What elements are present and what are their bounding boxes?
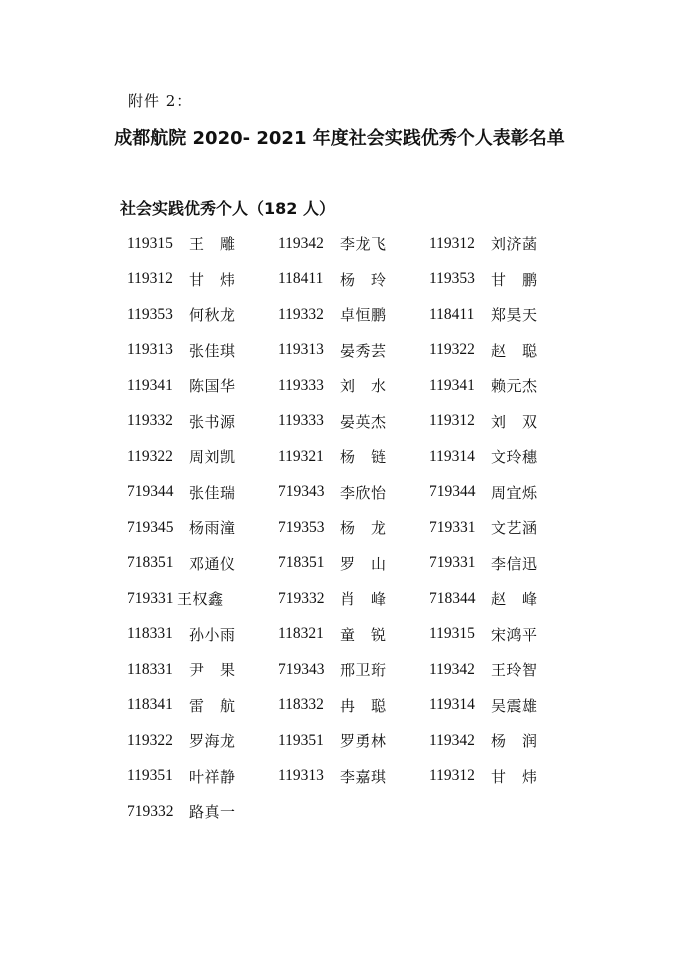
student-name: 赵 聪: [491, 341, 538, 360]
class-code: 119322: [127, 731, 173, 749]
student-name: 卓恒鹏: [340, 306, 387, 325]
student-name: 周刘凯: [189, 448, 236, 467]
class-code: 119313: [278, 341, 324, 359]
roster-entry: [278, 446, 429, 467]
class-code: 119341: [429, 376, 475, 394]
roster-entry: [429, 517, 580, 538]
class-code: 118332: [278, 696, 324, 714]
student-name: 张书源: [189, 412, 236, 431]
roster-entry: [429, 766, 580, 787]
class-code: 119342: [278, 234, 324, 252]
roster-entry: [429, 233, 580, 254]
student-name: 李信迅: [491, 554, 538, 573]
roster-entry: [278, 233, 429, 254]
student-name: 路真一: [189, 803, 236, 822]
roster-entry: [278, 588, 429, 609]
roster-entry: [127, 375, 278, 396]
student-name: 尹 果: [189, 661, 236, 680]
student-name: 刘 双: [491, 412, 538, 431]
roster-entry: [429, 340, 580, 361]
class-code: 719343: [278, 660, 325, 678]
roster-entry: [429, 375, 580, 396]
student-name: 刘济菡: [491, 235, 538, 254]
student-name: 罗海龙: [189, 732, 236, 751]
class-code: 119322: [429, 341, 475, 359]
roster-entry: [127, 588, 278, 609]
roster-entry: [127, 553, 278, 574]
class-code: 119312: [127, 270, 173, 288]
roster-entry: [429, 730, 580, 751]
class-code: 119314: [429, 447, 475, 465]
student-name: 晏英杰: [340, 412, 387, 431]
student-name: 邢卫珩: [340, 661, 387, 680]
student-name: 冉 聪: [340, 696, 387, 715]
roster-entry: [278, 340, 429, 361]
roster-entry: [127, 446, 278, 467]
class-code: 119332: [127, 412, 173, 430]
class-code: 118331: [127, 660, 173, 678]
class-code: 718351: [127, 554, 174, 572]
student-name: 王玲智: [491, 661, 538, 680]
student-name: 叶祥静: [189, 767, 236, 786]
roster-entry: [127, 269, 278, 290]
class-code: 119321: [278, 447, 324, 465]
class-code: 719332: [278, 589, 325, 607]
class-code: 119312: [429, 767, 475, 785]
student-name: 张佳琪: [189, 341, 236, 360]
student-name: 杨 玲: [340, 270, 387, 289]
roster-entry: [429, 446, 580, 467]
student-name: 赵 峰: [491, 590, 538, 609]
student-name: 杨雨潼: [189, 519, 236, 538]
roster-entry: [127, 659, 278, 680]
class-code: 719344: [127, 483, 174, 501]
roster-entry: [278, 766, 429, 787]
student-name: 李欣怡: [340, 483, 387, 502]
class-code: 119342: [429, 660, 475, 678]
roster-entry: [429, 659, 580, 680]
class-code: 119313: [127, 341, 173, 359]
class-code: 119353: [127, 305, 173, 323]
roster-entry: [278, 553, 429, 574]
roster-entry: [278, 695, 429, 716]
roster-entry: [278, 517, 429, 538]
roster-entry: [429, 482, 580, 503]
student-name: 罗 山: [340, 554, 387, 573]
roster-entry: [429, 304, 580, 325]
roster-entry: [278, 659, 429, 680]
roster-entry: [127, 304, 278, 325]
class-code: 118331: [127, 625, 173, 643]
class-code: 118341: [127, 696, 173, 714]
roster-entry: [429, 695, 580, 716]
roster-entry: [278, 411, 429, 432]
class-code: 119342: [429, 731, 475, 749]
roster-entry: [127, 482, 278, 503]
class-code: 719331: [127, 589, 174, 607]
roster-entry: [278, 269, 429, 290]
roster-entry: [127, 766, 278, 787]
class-code: 119314: [429, 696, 475, 714]
student-name: 郑昊天: [491, 306, 538, 325]
class-code: 718351: [278, 554, 325, 572]
student-name: 赖元杰: [491, 377, 538, 396]
class-code: 118411: [429, 305, 475, 323]
roster-entry: [429, 624, 580, 645]
class-code: 719332: [127, 802, 174, 820]
student-name: 何秋龙: [189, 306, 236, 325]
class-code: 119351: [278, 731, 324, 749]
student-name: 陈国华: [189, 377, 236, 396]
roster-entry: [429, 269, 580, 290]
student-name: 李嘉琪: [340, 767, 387, 786]
class-code: 719331: [429, 518, 476, 536]
roster-entry: [278, 304, 429, 325]
roster-entry: [127, 411, 278, 432]
document-title: 成都航院 2020- 2021 年度社会实践优秀个人表彰名单: [114, 128, 565, 149]
student-name: 文艺涵: [491, 519, 538, 538]
student-name: 童 锐: [340, 625, 387, 644]
class-code: 119353: [429, 270, 475, 288]
class-code: 119351: [127, 767, 173, 785]
student-name: 甘 炜: [189, 270, 236, 289]
honoree-roster: [127, 226, 587, 830]
roster-entry: [278, 624, 429, 645]
roster-entry: [429, 553, 580, 574]
student-name: 杨 龙: [340, 519, 387, 538]
class-code: 719343: [278, 483, 325, 501]
roster-entry: [278, 730, 429, 751]
roster-entry: [127, 340, 278, 361]
student-name: 周宜烁: [491, 483, 538, 502]
roster-entry: [278, 482, 429, 503]
student-name: 宋鸿平: [491, 625, 538, 644]
roster-entry: [127, 517, 278, 538]
class-code: 119341: [127, 376, 173, 394]
student-name: 甘 炜: [491, 767, 538, 786]
student-name: 王 雕: [189, 235, 236, 254]
class-code: 119332: [278, 305, 324, 323]
roster-entry: [429, 588, 580, 609]
student-name: 文玲穗: [491, 448, 538, 467]
student-name: 甘 鹏: [491, 270, 538, 289]
class-code: 119315: [429, 625, 475, 643]
class-code: 119322: [127, 447, 173, 465]
student-name: 张佳瑞: [189, 483, 236, 502]
student-name: 王权鑫: [177, 590, 224, 609]
roster-entry: [429, 411, 580, 432]
class-code: 119312: [429, 412, 475, 430]
class-code: 119313: [278, 767, 324, 785]
student-name: 杨 链: [340, 448, 387, 467]
roster-entry: [127, 801, 278, 822]
student-name: 肖 峰: [340, 590, 387, 609]
roster-entry: [127, 624, 278, 645]
student-name: 李龙飞: [340, 235, 387, 254]
student-name: 杨 润: [491, 732, 538, 751]
student-name: 雷 航: [189, 696, 236, 715]
class-code: 118411: [278, 270, 324, 288]
class-code: 119333: [278, 376, 324, 394]
class-code: 719353: [278, 518, 325, 536]
roster-entry: [127, 695, 278, 716]
class-code: 119333: [278, 412, 324, 430]
student-name: 邓通仪: [189, 554, 236, 573]
class-code: 118321: [278, 625, 324, 643]
attachment-label: 附件 2：: [128, 92, 193, 110]
student-name: 刘 水: [340, 377, 387, 396]
student-name: 晏秀芸: [340, 341, 387, 360]
section-heading: 社会实践优秀个人（182 人）: [120, 199, 335, 218]
class-code: 719345: [127, 518, 174, 536]
class-code: 719344: [429, 483, 476, 501]
student-name: 罗勇林: [340, 732, 387, 751]
class-code: 119312: [429, 234, 475, 252]
student-name: 吴震雄: [491, 696, 538, 715]
class-code: 718344: [429, 589, 476, 607]
roster-entry: [127, 730, 278, 751]
class-code: 119315: [127, 234, 173, 252]
student-name: 孙小雨: [189, 625, 236, 644]
roster-entry: [278, 375, 429, 396]
roster-entry: [127, 233, 278, 254]
class-code: 719331: [429, 554, 476, 572]
